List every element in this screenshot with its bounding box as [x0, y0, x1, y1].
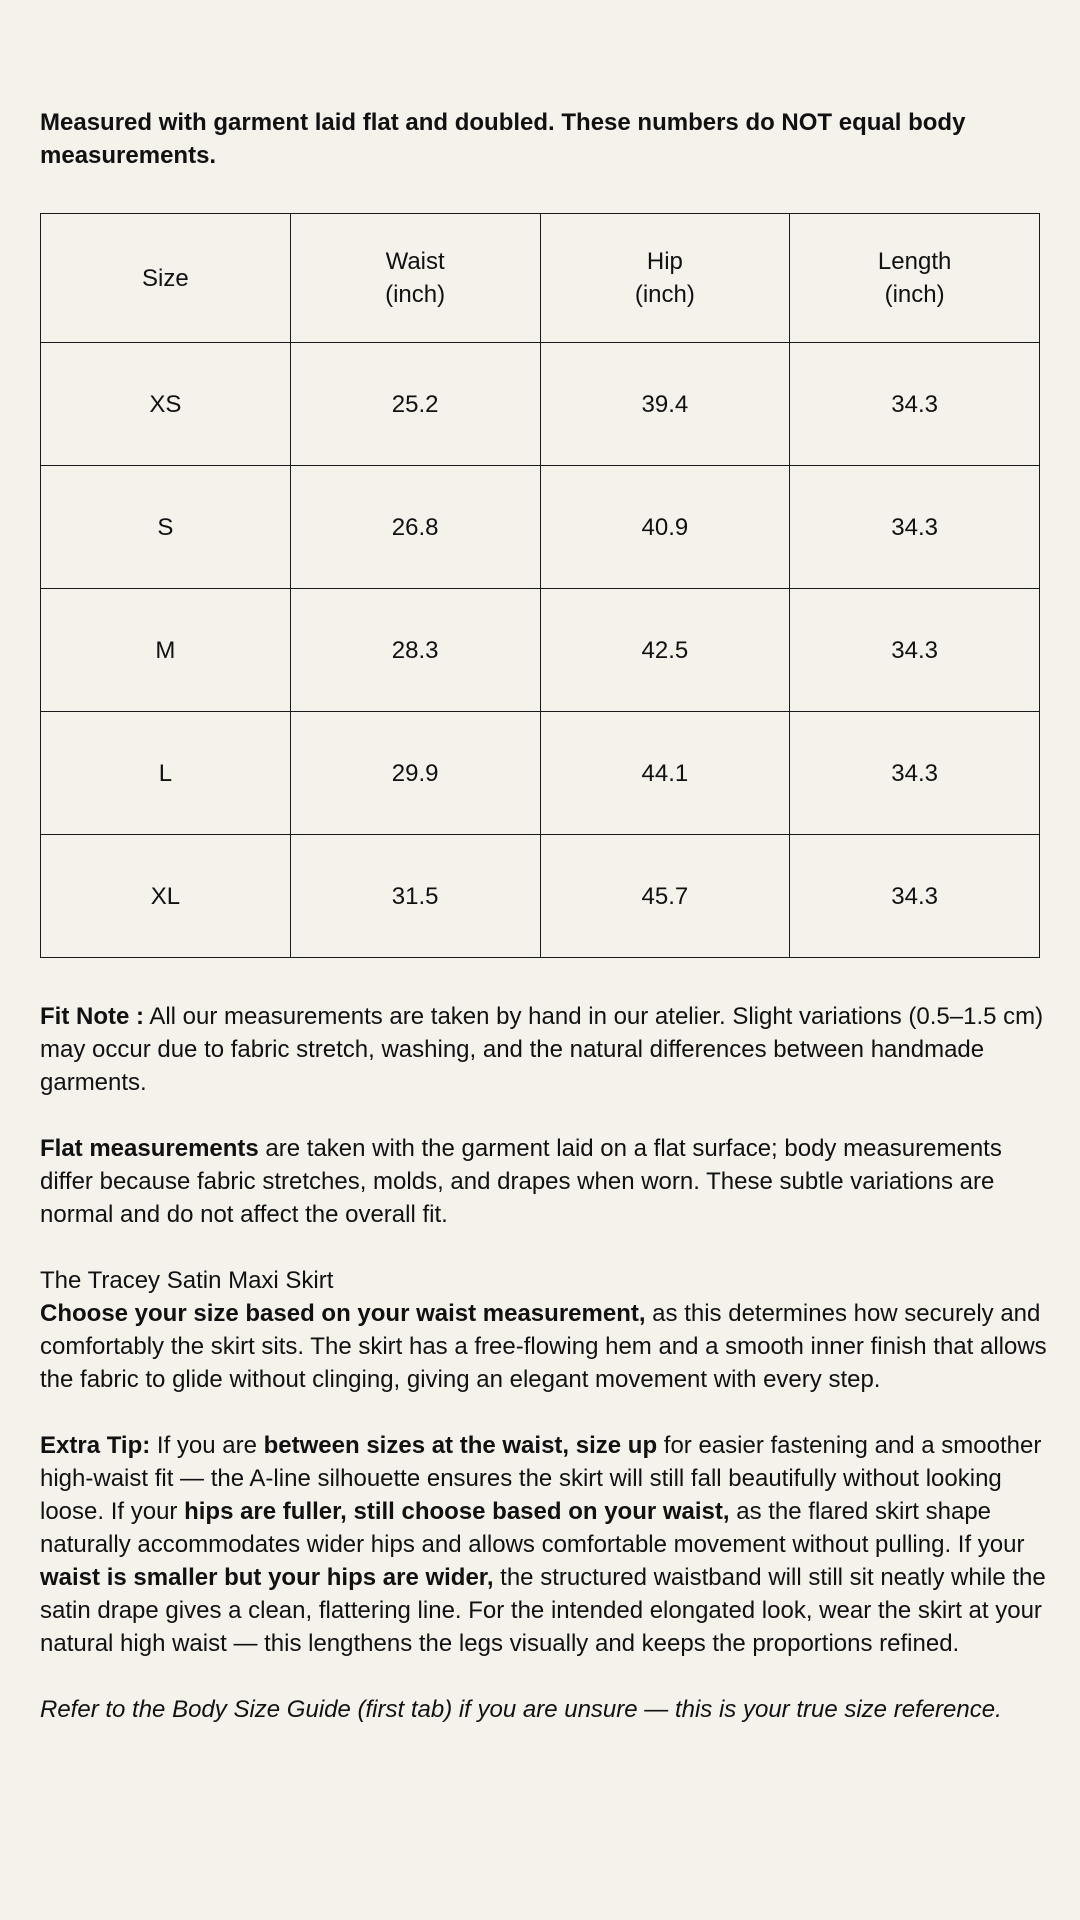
- extra-tip-text: the structured waistband will still sit neatly while the satin drape gives a clean, flattering line. For the intended elongated look, wear the skirt at your natural high waist — this lengthens the legs visually and keeps the proportions refined.: [40, 1564, 1046, 1657]
- extra-tip-text: for easier fastening and a smoother high-waist fit — the A-line silhouette ensures the skirt will still fall beautifully without looking loose. If your: [40, 1432, 1042, 1525]
- cell-hip: 40.9: [540, 466, 790, 589]
- table-row: [41, 589, 1040, 712]
- flat-measurements-note: [40, 1132, 1050, 1231]
- cell-size: XS: [41, 343, 291, 466]
- fit-note: [40, 1000, 1050, 1099]
- extra-tip-label: Extra Tip:: [40, 1432, 151, 1459]
- product-advice-bold: Choose your size based on your waist measurement,: [40, 1300, 646, 1327]
- cell-waist: 31.5: [290, 835, 540, 958]
- header-size: Size: [41, 214, 291, 343]
- cell-size: L: [41, 712, 291, 835]
- header-waist: Waist (inch): [290, 214, 540, 343]
- cell-size: M: [41, 589, 291, 712]
- extra-tip-bold: waist is smaller but your hips are wider,: [40, 1564, 494, 1591]
- cell-length: 34.3: [790, 466, 1040, 589]
- cell-size: XL: [41, 835, 291, 958]
- flat-measurements-text: are taken with the garment laid on a flat surface; body measurements differ because fabric stretches, molds, and drapes when worn. These subtle variations are normal and do not affect the overall fit.: [40, 1135, 1002, 1228]
- cell-length: 34.3: [790, 712, 1040, 835]
- extra-tip-bold: hips are fuller, still choose based on your waist,: [184, 1498, 730, 1525]
- cell-length: 34.3: [790, 343, 1040, 466]
- header-hip: Hip (inch): [540, 214, 790, 343]
- extra-tip: [40, 1429, 1050, 1660]
- header-length: Length (inch): [790, 214, 1040, 343]
- cell-size: S: [41, 466, 291, 589]
- table-header-row: [41, 214, 1040, 343]
- table-row: [41, 466, 1040, 589]
- fit-note-label: Fit Note :: [40, 1003, 144, 1030]
- cell-hip: 45.7: [540, 835, 790, 958]
- table-row: [41, 712, 1040, 835]
- extra-tip-bold: between sizes at the waist, size up: [263, 1432, 658, 1459]
- cell-length: 34.3: [790, 589, 1040, 712]
- flat-measurements-label: Flat measurements: [40, 1135, 259, 1162]
- body-size-guide-reference: Refer to the Body Size Guide (first tab) if you are unsure — this is your true size reference.: [40, 1696, 1002, 1723]
- cell-length: 34.3: [790, 835, 1040, 958]
- cell-hip: 39.4: [540, 343, 790, 466]
- fit-note-text: All our measurements are taken by hand in our atelier. Slight variations (0.5–1.5 cm) may occur due to fabric stretch, washing, and the natural differences between handmade garments.: [40, 1003, 1044, 1096]
- extra-tip-text: as the flared skirt shape naturally accommodates wider hips and allows comfortable movement without pulling. If your: [40, 1498, 1025, 1558]
- notes-section: [40, 1000, 1050, 1759]
- extra-tip-text: If you are: [150, 1432, 264, 1459]
- table-row: [41, 835, 1040, 958]
- product-advice-text: as this determines how securely and comfortably the skirt sits. The skirt has a free-flowing hem and a smooth inner finish that allows the fabric to glide without clinging, giving an elegant movement with every step.: [40, 1300, 1047, 1393]
- size-chart-table: [40, 213, 1040, 958]
- table-row: [41, 343, 1040, 466]
- cell-waist: 29.9: [290, 712, 540, 835]
- measurement-disclaimer: Measured with garment laid flat and doubled. These numbers do NOT equal body measurements.: [40, 109, 966, 169]
- product-size-advice: [40, 1297, 1050, 1396]
- cell-waist: 28.3: [290, 589, 540, 712]
- cell-waist: 25.2: [290, 343, 540, 466]
- cell-hip: 42.5: [540, 589, 790, 712]
- cell-waist: 26.8: [290, 466, 540, 589]
- cell-hip: 44.1: [540, 712, 790, 835]
- product-name: The Tracey Satin Maxi Skirt: [40, 1267, 334, 1294]
